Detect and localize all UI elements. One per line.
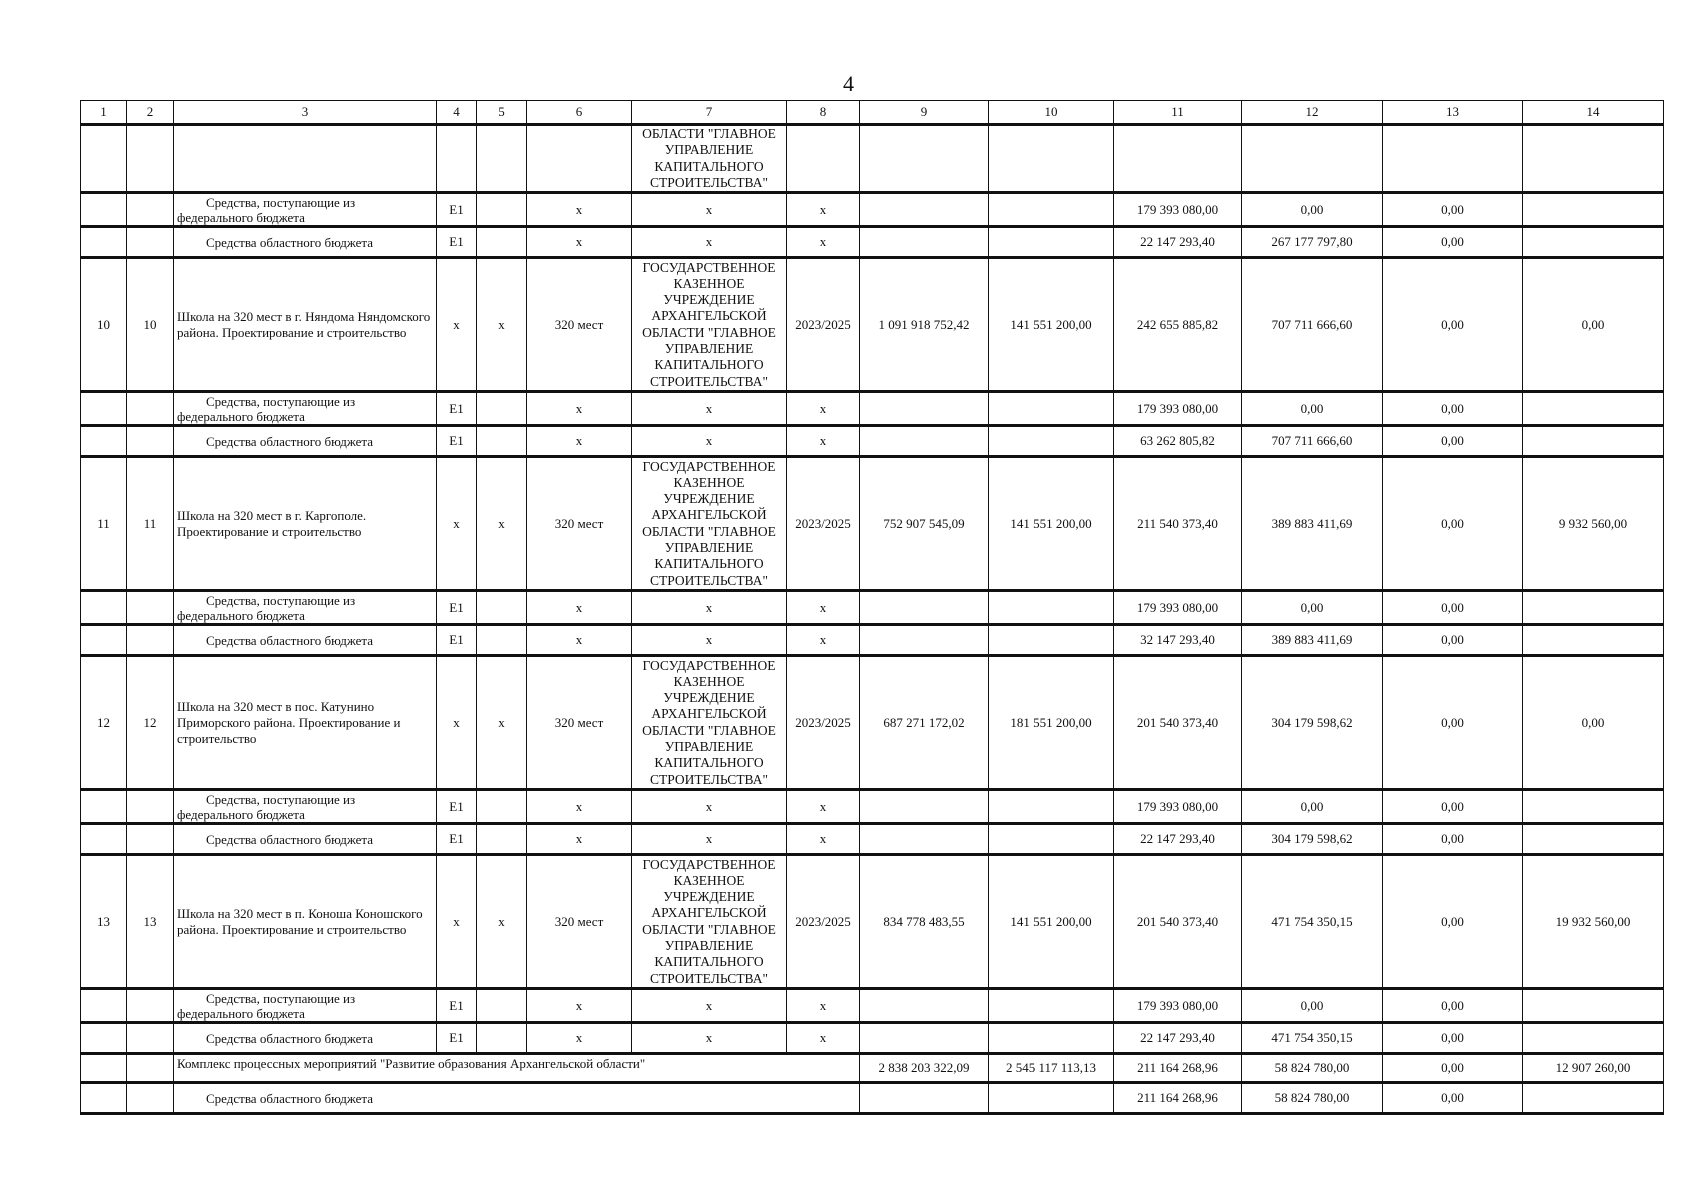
cell-col-10 [989, 227, 1114, 258]
cell-col-5 [477, 392, 527, 426]
column-header-12: 12 [1242, 101, 1383, 125]
cell-col-8: х [787, 392, 860, 426]
table-row-funding-source [81, 1023, 1664, 1054]
cell-col-13: 0,00 [1383, 1054, 1523, 1083]
cell-col-14: 19 932 560,00 [1523, 855, 1664, 989]
column-header-5: 5 [477, 101, 527, 125]
cell-col-14 [1523, 625, 1664, 656]
agency-cell: ОБЛАСТИ "ГЛАВНОЕ УПРАВЛЕНИЕ КАПИТАЛЬНОГО СТРОИТЕЛЬСТВА" [632, 125, 787, 193]
cell-col-2 [127, 824, 174, 855]
cell-col-7: х [632, 625, 787, 656]
cell-col-4: Е1 [437, 824, 477, 855]
funding-source-name [174, 392, 437, 426]
column-header-8: 8 [787, 101, 860, 125]
cell-col-14 [1523, 989, 1664, 1023]
cell-col-9 [860, 125, 989, 193]
funding-source-name-line1: Средства, поступающие из [206, 791, 356, 807]
cell-col-8 [787, 125, 860, 193]
cell-col-5 [477, 1023, 527, 1054]
cell-col-4: х [437, 855, 477, 989]
cell-col-4: Е1 [437, 193, 477, 227]
cell-col-7: х [632, 227, 787, 258]
cell-col-7: х [632, 989, 787, 1023]
cell-col-7: х [632, 193, 787, 227]
cell-col-14 [1523, 426, 1664, 457]
cell-col-7: х [632, 426, 787, 457]
cell-col-5 [477, 193, 527, 227]
cell-col-5 [477, 125, 527, 193]
object-number: 13 [127, 855, 174, 989]
cell-col-11: 179 393 080,00 [1114, 989, 1242, 1023]
cell-col-12 [1242, 125, 1383, 193]
funding-source-name-line1: Средства, поступающие из [206, 592, 356, 608]
cell-col-11: 179 393 080,00 [1114, 193, 1242, 227]
cell-col-11: 201 540 373,40 [1114, 855, 1242, 989]
cell-col-12: 707 711 666,60 [1242, 258, 1383, 392]
row-number: 10 [81, 258, 127, 392]
cell-col-14 [1523, 1023, 1664, 1054]
cell-col-1 [81, 1054, 127, 1083]
cell-col-5: х [477, 656, 527, 790]
agency-cell: ГОСУДАРСТВЕННОЕ КАЗЕННОЕ УЧРЕЖДЕНИЕ АРХАНГЕЛЬСКОЙ ОБЛАСТИ "ГЛАВНОЕ УПРАВЛЕНИЕ КАПИТАЛЬНОГО СТРОИТЕЛЬСТВА" [632, 855, 787, 989]
agency-cell: ГОСУДАРСТВЕННОЕ КАЗЕННОЕ УЧРЕЖДЕНИЕ АРХАНГЕЛЬСКОЙ ОБЛАСТИ "ГЛАВНОЕ УПРАВЛЕНИЕ КАПИТАЛЬНОГО СТРОИТЕЛЬСТВА" [632, 258, 787, 392]
agency-cell: ГОСУДАРСТВЕННОЕ КАЗЕННОЕ УЧРЕЖДЕНИЕ АРХАНГЕЛЬСКОЙ ОБЛАСТИ "ГЛАВНОЕ УПРАВЛЕНИЕ КАПИТАЛЬНОГО СТРОИТЕЛЬСТВА" [632, 656, 787, 790]
row-number: 11 [81, 457, 127, 591]
cell-col-7: х [632, 1023, 787, 1054]
cell-col-9 [860, 392, 989, 426]
funding-source-name: Средства областного бюджета [174, 1083, 860, 1114]
cell-col-9 [860, 790, 989, 824]
cell-col-13: 0,00 [1383, 989, 1523, 1023]
cell-col-5 [477, 790, 527, 824]
cell-col-2 [127, 591, 174, 625]
funding-source-name [174, 989, 437, 1023]
table-row-object [81, 855, 1664, 989]
cell-col-2 [127, 227, 174, 258]
capacity-cell: 320 мест [527, 855, 632, 989]
column-header-1: 1 [81, 101, 127, 125]
cell-col-9 [860, 1083, 989, 1114]
cell-col-12: 0,00 [1242, 989, 1383, 1023]
cell-col-9 [860, 193, 989, 227]
cell-col-11: 32 147 293,40 [1114, 625, 1242, 656]
cell-col-10: 181 551 200,00 [989, 656, 1114, 790]
cell-col-14: 12 907 260,00 [1523, 1054, 1664, 1083]
cell-col-9 [860, 989, 989, 1023]
cell-col-2 [127, 790, 174, 824]
cell-col-14: 0,00 [1523, 656, 1664, 790]
period-cell: 2023/2025 [787, 656, 860, 790]
cell-col-12: 389 883 411,69 [1242, 457, 1383, 591]
cell-col-12: 58 824 780,00 [1242, 1054, 1383, 1083]
funding-source-name-line1: Средства областного бюджета [206, 831, 374, 847]
cell-col-4: Е1 [437, 392, 477, 426]
cell-col-12: 0,00 [1242, 591, 1383, 625]
funding-source-name-line2: федерального бюджета [177, 1005, 305, 1021]
cell-col-14 [1523, 392, 1664, 426]
cell-col-12: 304 179 598,62 [1242, 656, 1383, 790]
cell-col-13: 0,00 [1383, 457, 1523, 591]
object-name: Школа на 320 мест в г. Няндома Няндомского района. Проектирование и строительство [174, 258, 437, 392]
cell-col-2 [127, 1023, 174, 1054]
capacity-cell: 320 мест [527, 457, 632, 591]
cell-col-10: 2 545 117 113,13 [989, 1054, 1114, 1083]
cell-col-14 [1523, 824, 1664, 855]
funding-source-name-line1: Средства областного бюджета [206, 234, 374, 250]
cell-col-13: 0,00 [1383, 1023, 1523, 1054]
column-header-9: 9 [860, 101, 989, 125]
column-header-14: 14 [1523, 101, 1664, 125]
cell-col-1 [81, 790, 127, 824]
cell-col-8: х [787, 625, 860, 656]
row-number: 13 [81, 855, 127, 989]
cell-col-5: х [477, 855, 527, 989]
object-name: Школа на 320 мест в г. Каргополе. Проектирование и строительство [174, 457, 437, 591]
cell-col-8: х [787, 989, 860, 1023]
cell-col-14 [1523, 591, 1664, 625]
cell-col-8: х [787, 426, 860, 457]
cell-col-9: 834 778 483,55 [860, 855, 989, 989]
cell-col-12: 471 754 350,15 [1242, 1023, 1383, 1054]
cell-col-6: х [527, 426, 632, 457]
cell-col-6: х [527, 591, 632, 625]
cell-col-10: 141 551 200,00 [989, 855, 1114, 989]
cell-col-4 [437, 125, 477, 193]
cell-col-14 [1523, 193, 1664, 227]
cell-col-1 [81, 426, 127, 457]
object-number: 10 [127, 258, 174, 392]
cell-col-10 [989, 625, 1114, 656]
cell-col-9 [860, 625, 989, 656]
table-row-continuation [81, 125, 1664, 193]
cell-col-6 [527, 125, 632, 193]
cell-col-8: х [787, 227, 860, 258]
cell-col-8: х [787, 790, 860, 824]
cell-col-2 [127, 989, 174, 1023]
cell-col-7: х [632, 790, 787, 824]
cell-col-13: 0,00 [1383, 625, 1523, 656]
cell-col-9: 687 271 172,02 [860, 656, 989, 790]
cell-col-2 [127, 125, 174, 193]
funding-source-name [174, 591, 437, 625]
funding-source-name [174, 1023, 437, 1054]
funding-source-name-line1: Средства, поступающие из [206, 194, 356, 210]
cell-col-11: 179 393 080,00 [1114, 392, 1242, 426]
cell-col-5: х [477, 457, 527, 591]
program-name: Комплекс процессных мероприятий "Развитие образования Архангельской области" [174, 1054, 860, 1083]
cell-col-13: 0,00 [1383, 855, 1523, 989]
cell-col-1 [81, 591, 127, 625]
object-number: 12 [127, 656, 174, 790]
funding-source-name-line2: федерального бюджета [177, 607, 305, 623]
table-body [81, 125, 1664, 1114]
cell-col-13: 0,00 [1383, 656, 1523, 790]
cell-col-4: Е1 [437, 591, 477, 625]
column-header-7: 7 [632, 101, 787, 125]
cell-col-7: х [632, 824, 787, 855]
cell-col-4: Е1 [437, 227, 477, 258]
cell-col-10: 141 551 200,00 [989, 457, 1114, 591]
cell-col-10 [989, 426, 1114, 457]
cell-col-4: х [437, 656, 477, 790]
capacity-cell: 320 мест [527, 258, 632, 392]
cell-col-1 [81, 392, 127, 426]
column-header-13: 13 [1383, 101, 1523, 125]
cell-col-6: х [527, 824, 632, 855]
column-header-6: 6 [527, 101, 632, 125]
column-header-10: 10 [989, 101, 1114, 125]
cell-col-13: 0,00 [1383, 426, 1523, 457]
cell-col-9 [860, 227, 989, 258]
cell-col-2 [127, 1054, 174, 1083]
cell-col-11: 22 147 293,40 [1114, 227, 1242, 258]
cell-col-10 [989, 1083, 1114, 1114]
cell-col-1 [81, 193, 127, 227]
cell-col-5 [477, 591, 527, 625]
cell-col-9: 2 838 203 322,09 [860, 1054, 989, 1083]
cell-col-4: х [437, 258, 477, 392]
cell-col-10 [989, 790, 1114, 824]
funding-source-name [174, 426, 437, 457]
cell-col-6: х [527, 625, 632, 656]
column-header-4: 4 [437, 101, 477, 125]
cell-col-12: 471 754 350,15 [1242, 855, 1383, 989]
cell-col-13: 0,00 [1383, 227, 1523, 258]
cell-col-8: х [787, 824, 860, 855]
cell-col-10 [989, 989, 1114, 1023]
cell-col-5: х [477, 258, 527, 392]
cell-col-12: 304 179 598,62 [1242, 824, 1383, 855]
cell-col-10: 141 551 200,00 [989, 258, 1114, 392]
column-header-11: 11 [1114, 101, 1242, 125]
cell-col-9 [860, 1023, 989, 1054]
table-row-object [81, 258, 1664, 392]
cell-col-10 [989, 193, 1114, 227]
cell-col-12: 58 824 780,00 [1242, 1083, 1383, 1114]
cell-col-1 [81, 1023, 127, 1054]
cell-col-11: 201 540 373,40 [1114, 656, 1242, 790]
cell-col-11: 179 393 080,00 [1114, 591, 1242, 625]
table-row-funding-source [81, 426, 1664, 457]
cell-col-13: 0,00 [1383, 591, 1523, 625]
cell-col-3 [174, 125, 437, 193]
funding-source-name [174, 227, 437, 258]
cell-col-14 [1523, 125, 1664, 193]
table-row-funding-source [81, 625, 1664, 656]
object-name: Школа на 320 мест в п. Коноша Коношского района. Проектирование и строительство [174, 855, 437, 989]
cell-col-11: 22 147 293,40 [1114, 824, 1242, 855]
cell-col-9: 1 091 918 752,42 [860, 258, 989, 392]
cell-col-11: 63 262 805,82 [1114, 426, 1242, 457]
cell-col-14 [1523, 227, 1664, 258]
funding-source-name-line2: федерального бюджета [177, 408, 305, 424]
cell-col-8: х [787, 193, 860, 227]
cell-col-12: 0,00 [1242, 392, 1383, 426]
cell-col-2 [127, 625, 174, 656]
table-row-program-funding [81, 1083, 1664, 1114]
cell-col-12: 707 711 666,60 [1242, 426, 1383, 457]
table-row-funding-source [81, 392, 1664, 426]
funding-source-name-line1: Средства областного бюджета [206, 632, 374, 648]
agency-cell: ГОСУДАРСТВЕННОЕ КАЗЕННОЕ УЧРЕЖДЕНИЕ АРХАНГЕЛЬСКОЙ ОБЛАСТИ "ГЛАВНОЕ УПРАВЛЕНИЕ КАПИТАЛЬНОГО СТРОИТЕЛЬСТВА" [632, 457, 787, 591]
funding-source-name [174, 625, 437, 656]
capacity-cell: 320 мест [527, 656, 632, 790]
row-number: 12 [81, 656, 127, 790]
cell-col-7: х [632, 591, 787, 625]
cell-col-4: Е1 [437, 989, 477, 1023]
period-cell: 2023/2025 [787, 258, 860, 392]
cell-col-11: 179 393 080,00 [1114, 790, 1242, 824]
cell-col-12: 267 177 797,80 [1242, 227, 1383, 258]
object-number: 11 [127, 457, 174, 591]
table-row-funding-source [81, 227, 1664, 258]
cell-col-6: х [527, 1023, 632, 1054]
cell-col-4: х [437, 457, 477, 591]
cell-col-1 [81, 625, 127, 656]
funding-source-name-line1: Средства областного бюджета [206, 1030, 374, 1046]
cell-col-9 [860, 426, 989, 457]
column-header-2: 2 [127, 101, 174, 125]
cell-col-6: х [527, 989, 632, 1023]
cell-col-9 [860, 591, 989, 625]
funding-source-name-line1: Средства, поступающие из [206, 990, 356, 1006]
cell-col-4: Е1 [437, 625, 477, 656]
cell-col-5 [477, 625, 527, 656]
cell-col-4: Е1 [437, 790, 477, 824]
cell-col-13: 0,00 [1383, 193, 1523, 227]
funding-source-name-line2: федерального бюджета [177, 209, 305, 225]
funding-source-name [174, 824, 437, 855]
cell-col-6: х [527, 790, 632, 824]
cell-col-12: 389 883 411,69 [1242, 625, 1383, 656]
cell-col-11: 242 655 885,82 [1114, 258, 1242, 392]
cell-col-14 [1523, 790, 1664, 824]
cell-col-13: 0,00 [1383, 258, 1523, 392]
table-row-funding-source [81, 989, 1664, 1023]
table-row-program-total [81, 1054, 1664, 1083]
cell-col-10 [989, 392, 1114, 426]
cell-col-5 [477, 426, 527, 457]
cell-col-2 [127, 392, 174, 426]
cell-col-11: 211 540 373,40 [1114, 457, 1242, 591]
cell-col-12: 0,00 [1242, 790, 1383, 824]
cell-col-5 [477, 824, 527, 855]
cell-col-6: х [527, 227, 632, 258]
cell-col-5 [477, 227, 527, 258]
budget-table [80, 100, 1664, 1115]
cell-col-12: 0,00 [1242, 193, 1383, 227]
column-header-3: 3 [174, 101, 437, 125]
cell-col-10 [989, 824, 1114, 855]
table-row-object [81, 656, 1664, 790]
header-row [81, 101, 1664, 125]
cell-col-13 [1383, 125, 1523, 193]
funding-source-name [174, 193, 437, 227]
cell-col-6: х [527, 193, 632, 227]
cell-col-8: х [787, 591, 860, 625]
cell-col-4: Е1 [437, 426, 477, 457]
page-number: 4 [843, 71, 854, 96]
cell-col-10 [989, 591, 1114, 625]
cell-col-2 [127, 193, 174, 227]
cell-col-6: х [527, 392, 632, 426]
cell-col-14: 0,00 [1523, 258, 1664, 392]
cell-col-13: 0,00 [1383, 790, 1523, 824]
funding-source-name-line1: Средства, поступающие из [206, 393, 356, 409]
table-row-object [81, 457, 1664, 591]
table-row-funding-source [81, 591, 1664, 625]
table-row-funding-source [81, 824, 1664, 855]
cell-col-13: 0,00 [1383, 824, 1523, 855]
cell-col-14 [1523, 1083, 1664, 1114]
cell-col-10 [989, 125, 1114, 193]
cell-col-8: х [787, 1023, 860, 1054]
cell-col-13: 0,00 [1383, 1083, 1523, 1114]
period-cell: 2023/2025 [787, 457, 860, 591]
cell-col-1 [81, 125, 127, 193]
cell-col-13: 0,00 [1383, 392, 1523, 426]
cell-col-11: 22 147 293,40 [1114, 1023, 1242, 1054]
funding-source-name-line2: федерального бюджета [177, 806, 305, 822]
cell-col-1 [81, 1083, 127, 1114]
cell-col-9: 752 907 545,09 [860, 457, 989, 591]
table-row-funding-source [81, 790, 1664, 824]
cell-col-5 [477, 989, 527, 1023]
period-cell: 2023/2025 [787, 855, 860, 989]
funding-source-name-line1: Средства областного бюджета [206, 433, 374, 449]
cell-col-1 [81, 227, 127, 258]
cell-col-2 [127, 426, 174, 457]
cell-col-11: 211 164 268,96 [1114, 1083, 1242, 1114]
cell-col-1 [81, 989, 127, 1023]
table-row-funding-source [81, 193, 1664, 227]
cell-col-11 [1114, 125, 1242, 193]
cell-col-7: х [632, 392, 787, 426]
cell-col-9 [860, 824, 989, 855]
cell-col-1 [81, 824, 127, 855]
cell-col-11: 211 164 268,96 [1114, 1054, 1242, 1083]
cell-col-14: 9 932 560,00 [1523, 457, 1664, 591]
object-name: Школа на 320 мест в пос. Катунино Приморского района. Проектирование и строительство [174, 656, 437, 790]
funding-source-name [174, 790, 437, 824]
cell-col-2 [127, 1083, 174, 1114]
cell-col-10 [989, 1023, 1114, 1054]
cell-col-4: Е1 [437, 1023, 477, 1054]
